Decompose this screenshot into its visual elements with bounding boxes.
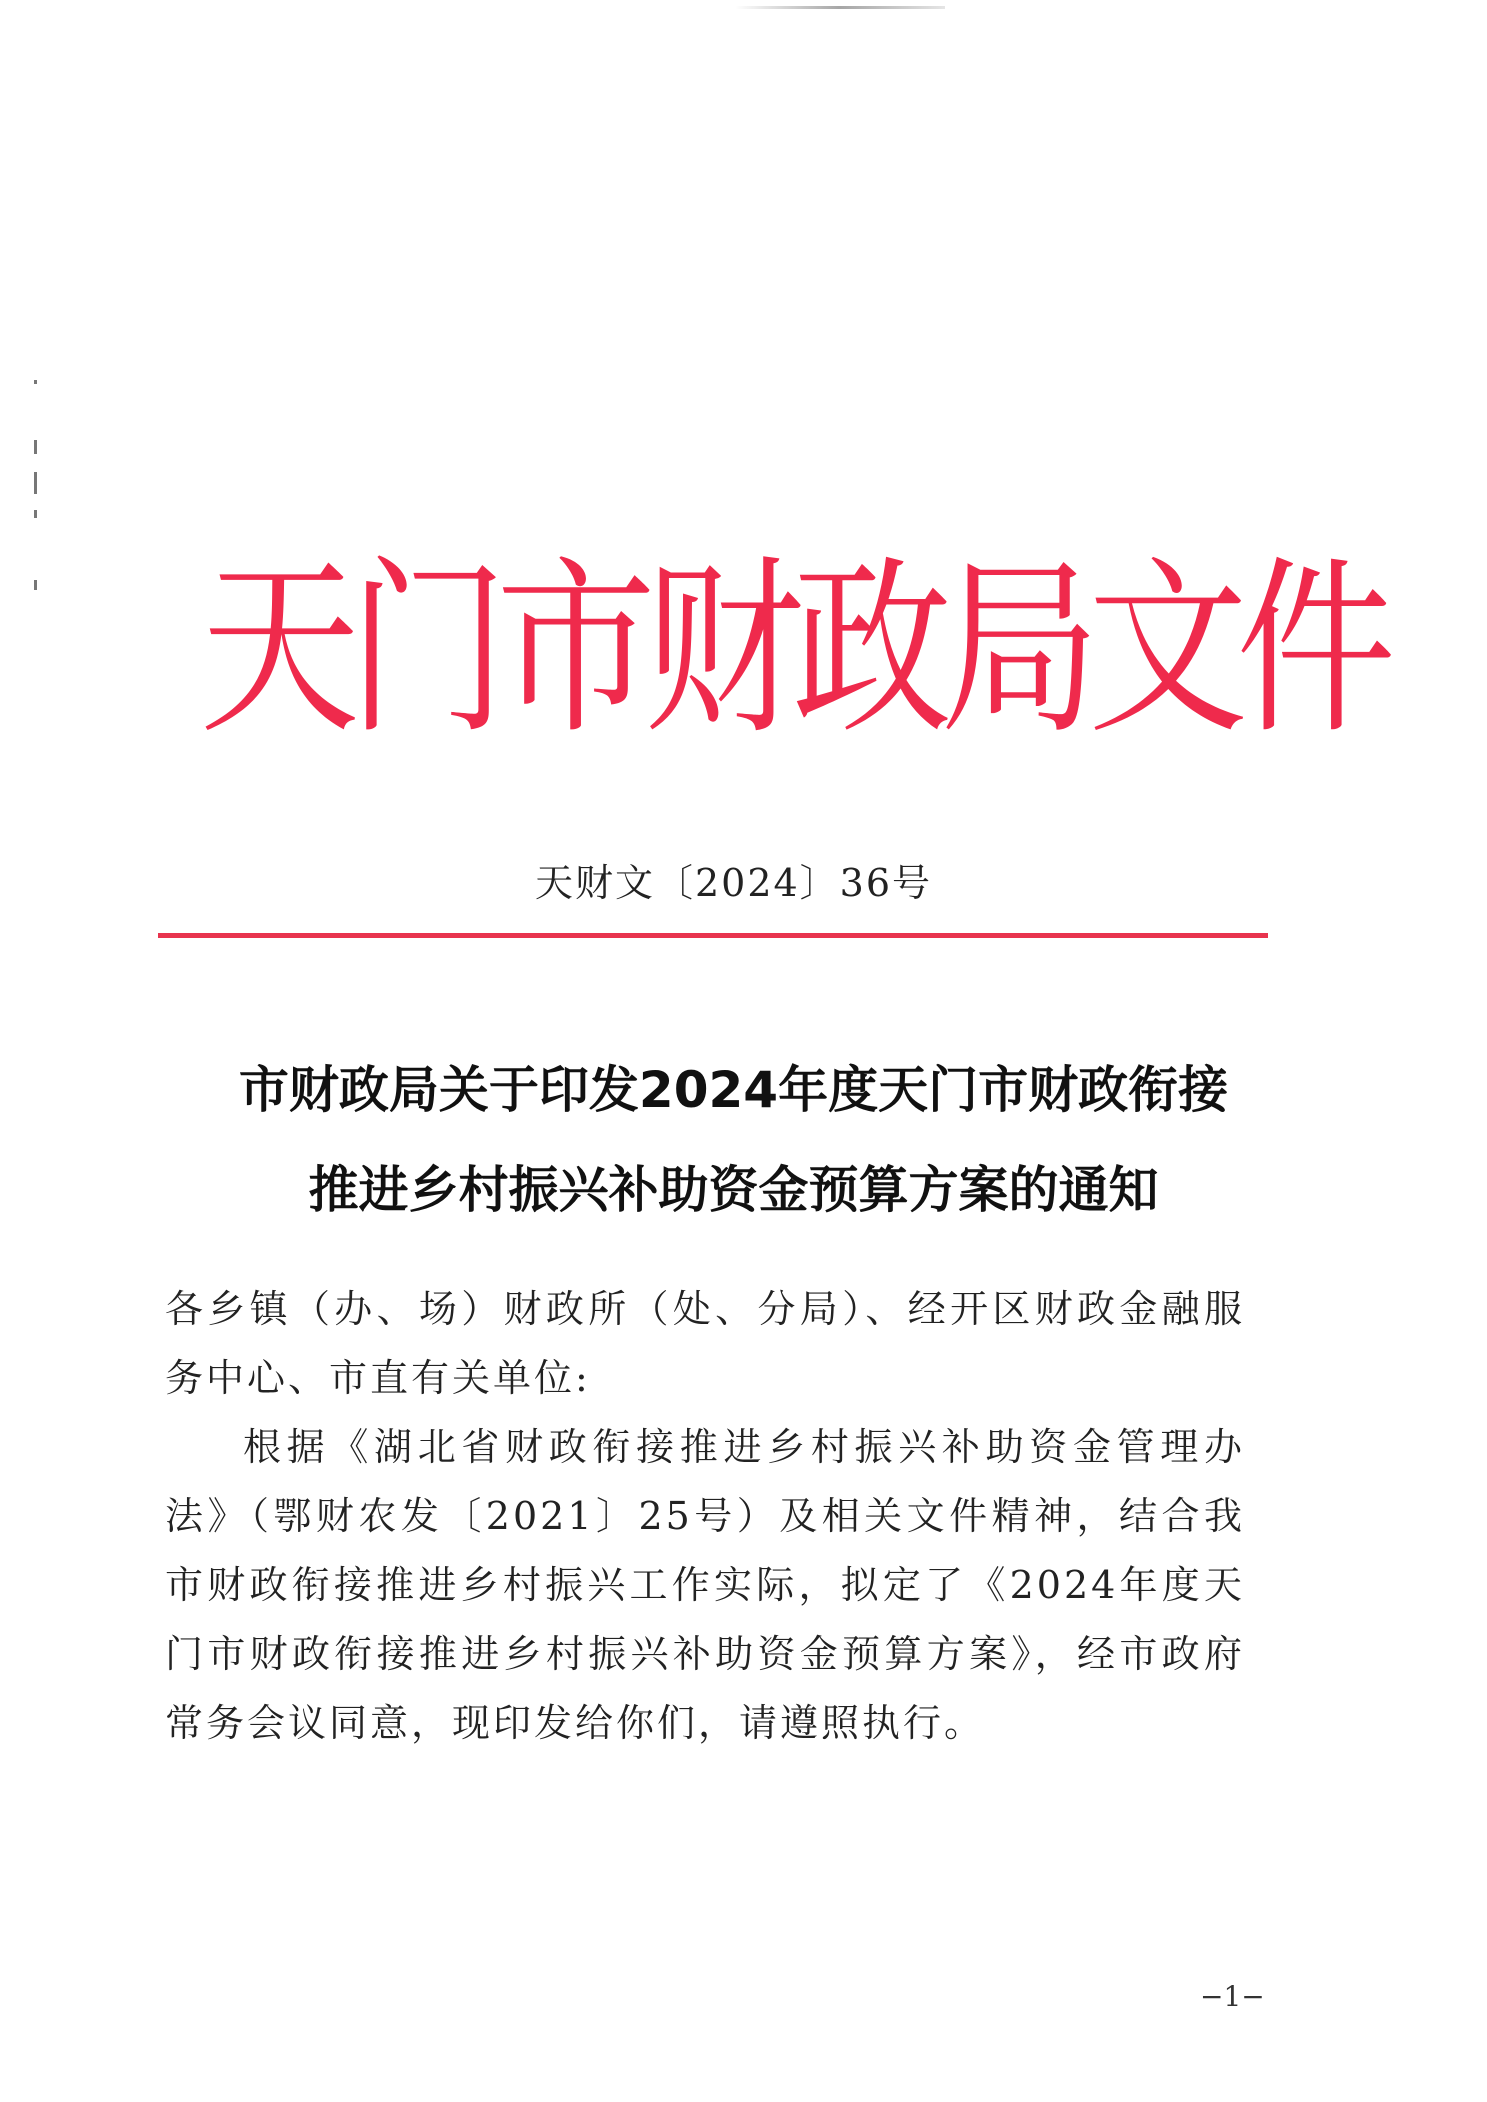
notice-title <box>0 1040 1487 1240</box>
masthead-title: 天门市财政局文件 <box>200 538 1385 760</box>
addressee: 各乡镇（办、场）财政所（处、分局）、经开区财政金融服务中心、市直有关单位: <box>165 1287 1245 1400</box>
notice-body <box>165 1275 1245 1758</box>
body-paragraph: 根据《湖北省财政衔接推进乡村振兴补助资金管理办法》（鄂财农发〔2021〕25号）及相关文件精神，结合我市财政衔接推进乡村振兴工作实际，拟定了《2024年度天门市财政衔接推进乡村振兴补助资金预算方案》，经市政府常务会议同意，现印发给你们，请遵照执行。 <box>165 1425 1245 1745</box>
notice-title-line-2: 推进乡村振兴补助资金预算方案的通知 <box>308 1161 1159 1219</box>
scan-artifact-line <box>735 6 945 9</box>
binding-marks <box>34 380 40 600</box>
document-number: 天财文〔2024〕36号 <box>534 861 933 905</box>
notice-title-line-1: 市财政局关于印发2024年度天门市财政衔接 <box>238 1061 1229 1119</box>
red-separator-rule <box>158 933 1268 938</box>
page-number: −1− <box>1200 1980 1265 2013</box>
